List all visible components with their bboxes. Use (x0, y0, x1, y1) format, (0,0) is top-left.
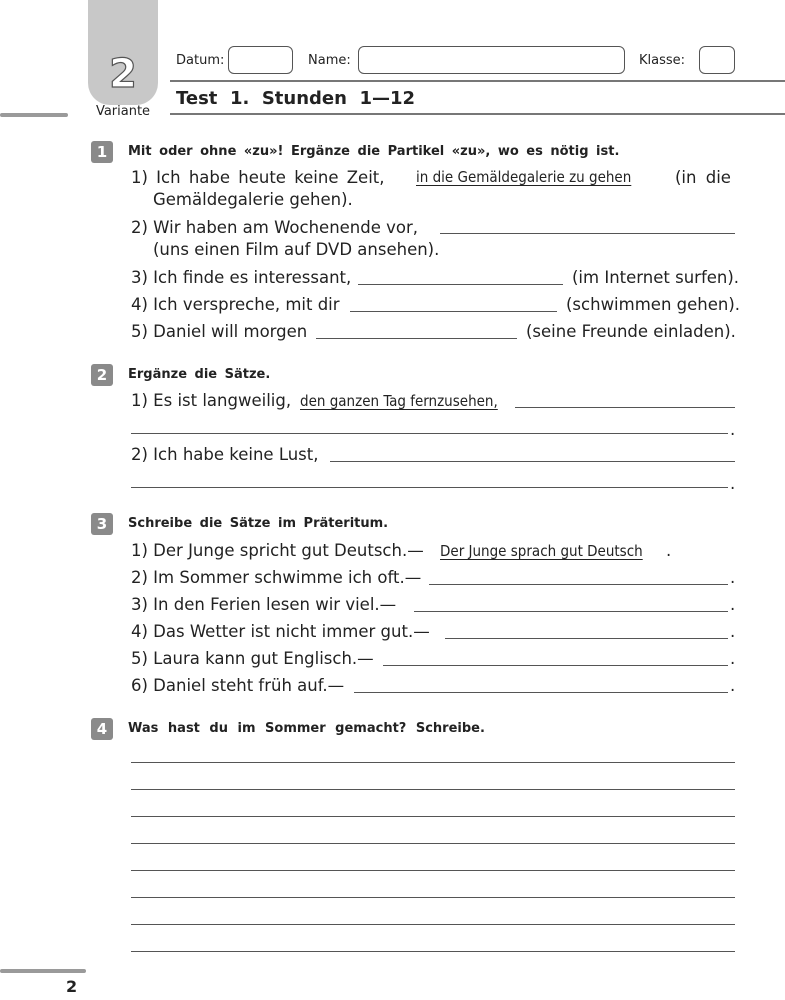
task-badge-3: 3 (91, 513, 113, 535)
task1-item1-answer: in die Gemäldegalerie zu gehen (416, 168, 632, 186)
footer-rule (0, 969, 86, 973)
task-badge-4: 4 (91, 718, 113, 740)
klasse-label: Klasse: (639, 53, 686, 68)
task1-item1-after: (in die (675, 168, 731, 187)
writing-line[interactable] (131, 951, 735, 952)
writing-line[interactable] (131, 870, 735, 871)
task2-item1-blank[interactable] (515, 407, 735, 408)
writing-line[interactable] (131, 897, 735, 898)
task3-item6-end: . (730, 676, 736, 695)
task3-item3-end: . (730, 595, 736, 614)
task2-item2-text: 2) Ich habe keine Lust, (131, 445, 319, 464)
task2-item2-blank[interactable] (330, 461, 735, 462)
task3-item1-text: 1) Der Junge spricht gut Deutsch.— (131, 541, 424, 560)
task1-item5-after: (seine Freunde einladen). (526, 322, 736, 341)
datum-field[interactable] (228, 46, 293, 74)
task1-item4-after: (schwimmen gehen). (566, 295, 741, 314)
task3-item3-blank[interactable] (414, 611, 728, 612)
task3-item4-blank[interactable] (445, 638, 728, 639)
task3-item2-blank[interactable] (429, 584, 728, 585)
writing-line[interactable] (131, 789, 735, 790)
task2-instruction: Ergänze die Sätze. (128, 367, 271, 382)
task1-item5-blank[interactable] (316, 338, 517, 339)
header-rule (170, 80, 785, 82)
task2-item1-blank2[interactable] (131, 433, 728, 434)
task3-item4-end: . (730, 622, 736, 641)
task-badge-2: 2 (91, 364, 113, 386)
task3-item6-text: 6) Daniel steht früh auf.— (131, 676, 345, 695)
task1-item4-blank[interactable] (350, 311, 557, 312)
task1-item2-cont: (uns einen Film auf DVD ansehen). (153, 240, 440, 259)
task3-item2-end: . (730, 568, 736, 587)
writing-line[interactable] (131, 924, 735, 925)
title-rule (170, 113, 785, 115)
klasse-field[interactable] (699, 46, 735, 74)
task4-instruction: Was hast du im Sommer gemacht? Schreibe. (128, 721, 485, 736)
task3-item1-answer: Der Junge sprach gut Deutsch (440, 542, 643, 560)
task1-item2-text: 2) Wir haben am Wochenende vor, (131, 218, 419, 237)
task3-item6-blank[interactable] (354, 692, 728, 693)
task1-item2-blank[interactable] (440, 233, 735, 234)
task2-item1-text: 1) Es ist langweilig, (131, 391, 292, 410)
task-badge-1: 1 (91, 141, 113, 163)
variant-label: Variante (95, 104, 151, 119)
task3-item4-text: 4) Das Wetter ist nicht immer gut.— (131, 622, 430, 641)
task3-item1-end: . (666, 541, 672, 560)
task2-item2-blank2[interactable] (131, 487, 728, 488)
writing-line[interactable] (131, 816, 735, 817)
writing-line[interactable] (131, 762, 735, 763)
task1-item3-after: (im Internet surfen). (572, 268, 740, 287)
task1-instruction: Mit oder ohne «zu»! Ergänze die Partikel «zu», wo es nötig ist. (128, 144, 620, 159)
task3-item5-text: 5) Laura kann gut Englisch.— (131, 649, 374, 668)
task1-item5-text: 5) Daniel will morgen (131, 322, 308, 341)
task1-item3-blank[interactable] (358, 284, 563, 285)
task3-item5-end: . (730, 649, 736, 668)
page-number: 2 (66, 977, 78, 996)
task1-item1-cont: Gemäldegalerie gehen). (153, 190, 353, 209)
task3-item5-blank[interactable] (383, 665, 728, 666)
task2-item1-end: . (730, 420, 736, 439)
task1-item1-text: 1) Ich habe heute keine Zeit, (131, 168, 385, 187)
variant-number: 2 (109, 51, 137, 97)
task1-item4-text: 4) Ich verspreche, mit dir (131, 295, 340, 314)
datum-label: Datum: (176, 53, 225, 68)
task2-item2-end: . (730, 474, 736, 493)
task1-item3-text: 3) Ich finde es interessant, (131, 268, 352, 287)
left-rule (0, 113, 68, 117)
name-field[interactable] (358, 46, 625, 74)
task3-item2-text: 2) Im Sommer schwimme ich oft.— (131, 568, 422, 587)
name-label: Name: (308, 53, 351, 68)
task3-instruction: Schreibe die Sätze im Präteritum. (128, 516, 389, 531)
task2-item1-answer: den ganzen Tag fernzusehen, (300, 392, 498, 410)
writing-line[interactable] (131, 843, 735, 844)
page-title: Test 1. Stunden 1—12 (176, 88, 416, 109)
task3-item3-text: 3) In den Ferien lesen wir viel.— (131, 595, 397, 614)
